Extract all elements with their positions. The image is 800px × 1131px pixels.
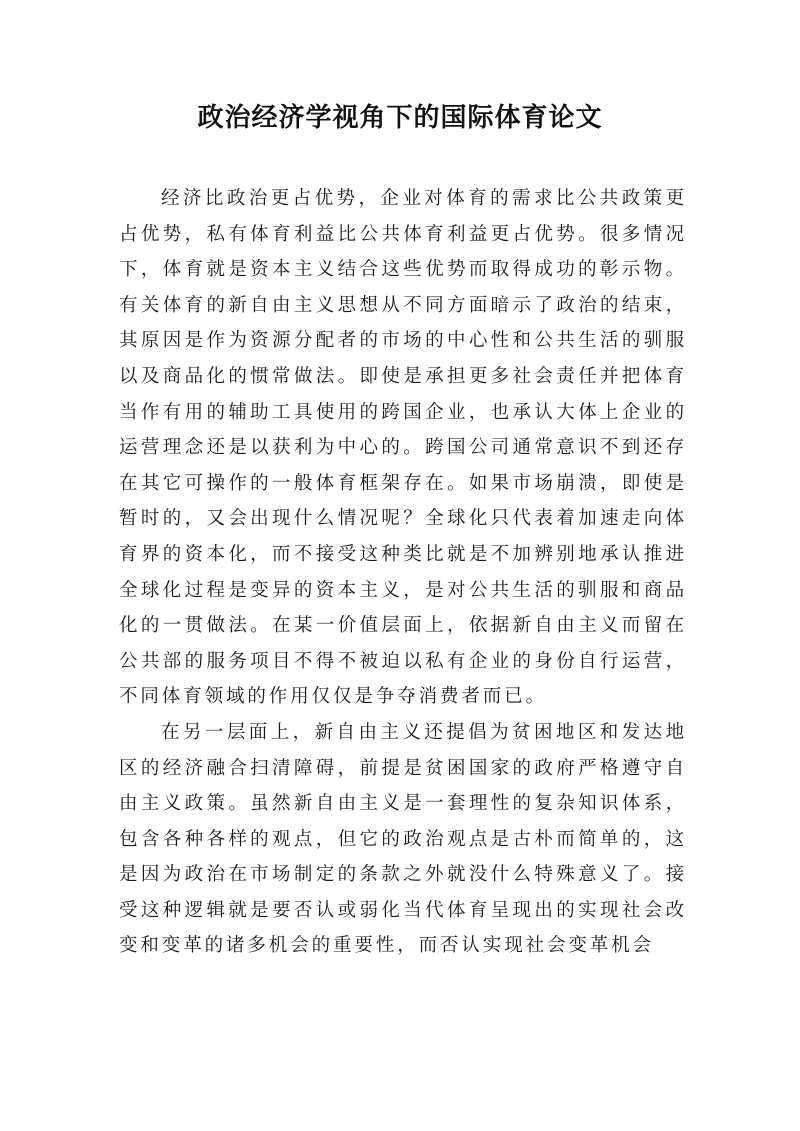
document-body xyxy=(119,181,687,964)
paragraph-1: 经济比政治更占优势，企业对体育的需求比公共政策更占优势，私有体育利益比公共体育利益更占优势。很多情况下，体育就是资本主义结合这些优势而取得成功的彰示物。有关体育的新自由主义思想从不同方面暗示了政治的结束，其原因是作为资源分配者的市场的中心性和公共生活的驯服以及商品化的惯常做法。即使是承担更多社会责任并把体育当作有用的辅助工具使用的跨国企业，也承认大体上企业的运营理念还是以获利为中心的。跨国公司通常意识不到还存在其它可操作的一般体育框架存在。如果市场崩溃，即使是暂时的，又会出现什么情况呢？全球化只代表着加速走向体育界的资本化，而不接受这种类比就是不加辨别地承认推进全球化过程是变异的资本主义，是对公共生活的驯服和商品化的一贯做法。在某一价值层面上，依据新自由主义而留在公共部的服务项目不得不被迫以私有企业的身份自行运营，不同体育领域的作用仅仅是争夺消费者而已。 xyxy=(119,188,687,708)
paragraph-2: 在另一层面上，新自由主义还提倡为贫困地区和发达地区的经济融合扫清障碍，前提是贫困国家的政府严格遵守自由主义政策。虽然新自由主义是一套理性的复杂知识体系，包含各种各样的观点，但它的政治观点是古朴而简单的，这是因为政治在市场制定的条款之外就没什么特殊意义了。接受这种逻辑就是要否认或弱化当代体育呈现出的实现社会改变和变革的诸多机会的重要性，而否认实现社会变革机会 xyxy=(119,721,687,957)
document-title: 政治经济学视角下的国际体育论文 xyxy=(197,103,603,133)
